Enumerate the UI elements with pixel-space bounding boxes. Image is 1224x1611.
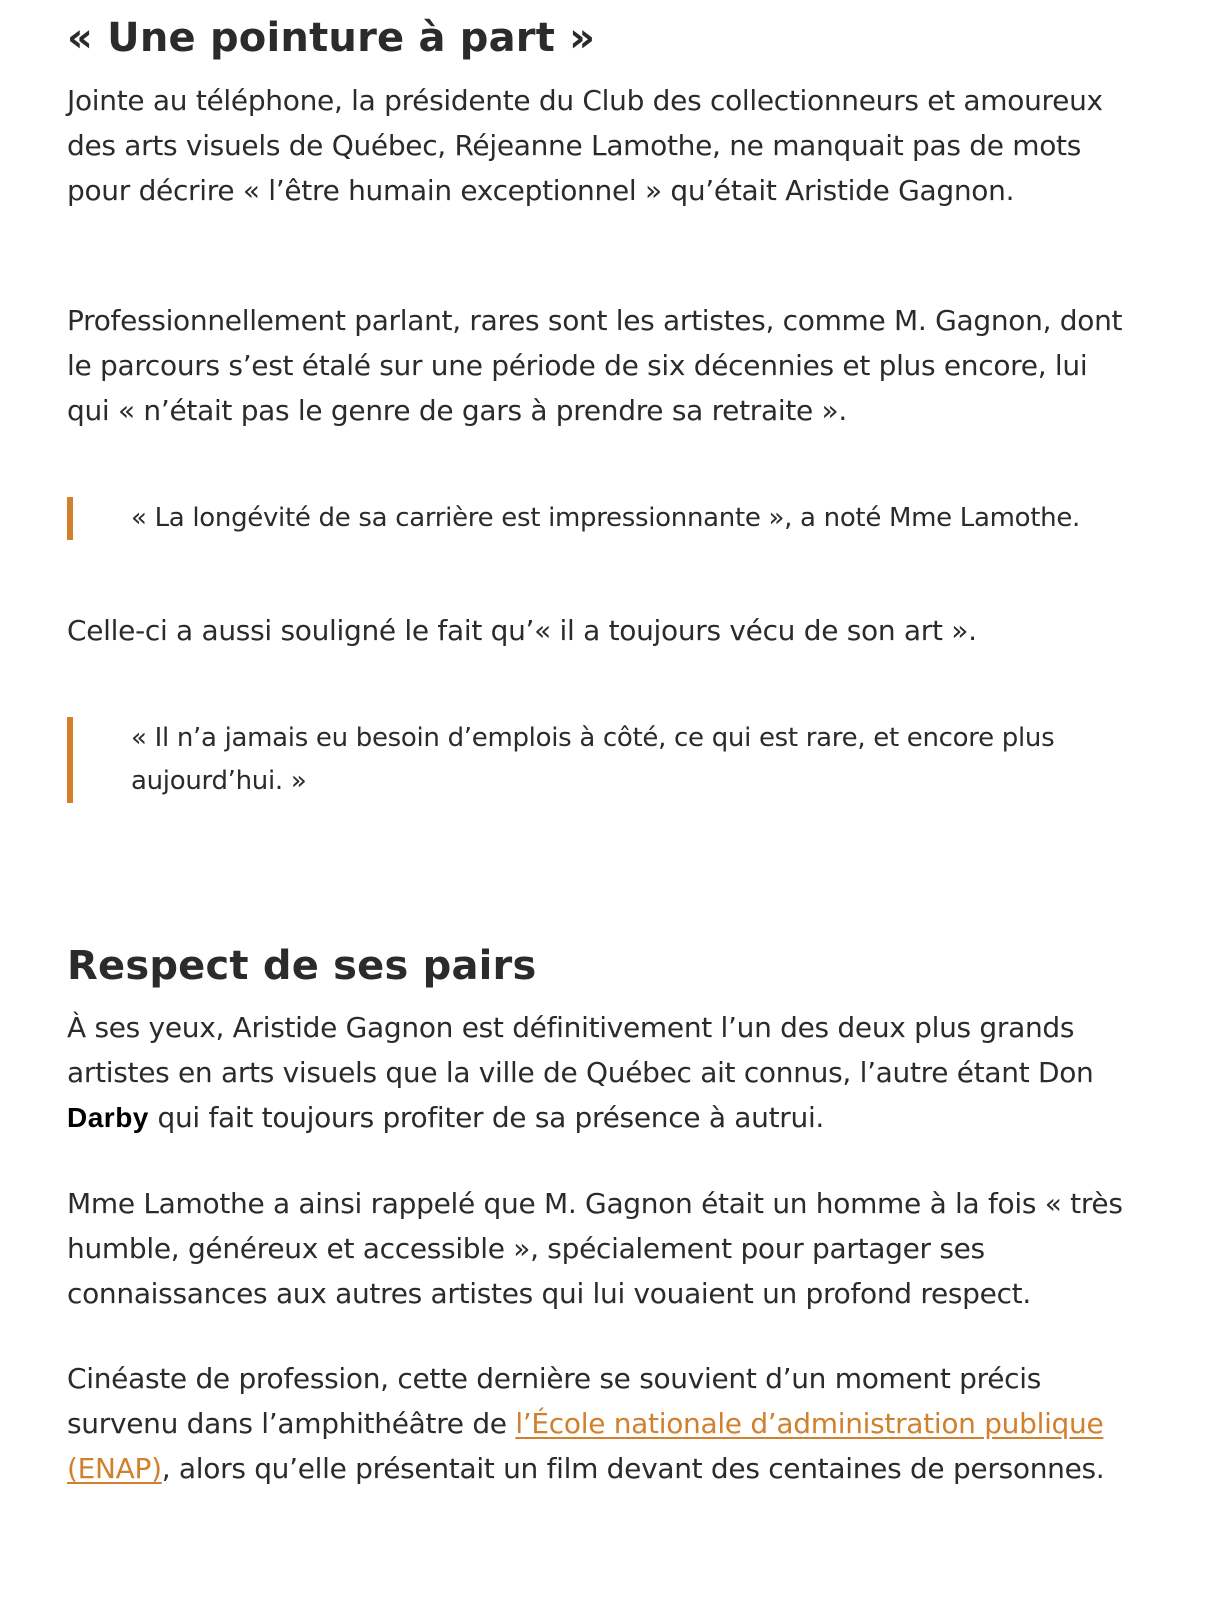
paragraph-career: Professionnellement parlant, rares sont les artistes, comme M. Gagnon, dont le parcours s’est étalé sur une période de six décennies et plus encore, lui qui « n’était pas le genre de gars à prendre sa retraite ». (67, 304, 1123, 427)
paragraph-intro: Jointe au téléphone, la présidente du Club des collectionneurs et amoureux des arts visuels de Québec, Réjeanne Lamothe, ne manquait pas de mots pour décrire « l’être humain exceptionnel » qu’était Aristide Gagnon. (67, 84, 1103, 207)
section-heading-pointure: « Une pointure à part » (67, 15, 596, 61)
p6-text-start: Cinéaste de profession, cette dernière se souvient d’un moment précis survenu dans l’amphithéâtre de (67, 1362, 1042, 1440)
section-heading-respect: Respect de ses pairs (67, 943, 537, 989)
quote-text-longevity: « La longévité de sa carrière est impressionnante », a noté Mme Lamothe. (131, 503, 1080, 533)
blockquote-longevity (67, 497, 1191, 540)
paragraph-art-living: Celle-ci a aussi souligné le fait qu’« il a toujours vécu de son art ». (67, 614, 977, 647)
paragraph-enap (67, 1356, 1137, 1491)
name-darby: Darby (67, 1102, 149, 1133)
p4-text-start: À ses yeux, Aristide Gagnon est définitivement l’un des deux plus grands artistes en arts visuels que la ville de Québec ait connus, l’autre étant Don (67, 1011, 1094, 1089)
quote-text-jobs: « Il n’a jamais eu besoin d’emplois à côté, ce qui est rare, et encore plus aujourd’hui. » (131, 723, 1055, 796)
blockquote-jobs (67, 717, 1141, 803)
enap-link[interactable]: l’École nationale d’administration publique (ENAP) (67, 1407, 1104, 1485)
paragraph-greatest-artists (67, 1005, 1137, 1140)
paragraph-humble: Mme Lamothe a ainsi rappelé que M. Gagnon était un homme à la fois « très humble, généreux et accessible », spécialement pour partager ses connaissances aux autres artistes qui lui vouaient un profond respect. (67, 1187, 1123, 1310)
p6-text-end: , alors qu’elle présentait un film devant des centaines de personnes. (161, 1452, 1105, 1485)
p4-text-end: qui fait toujours profiter de sa présence à autrui. (148, 1101, 825, 1134)
